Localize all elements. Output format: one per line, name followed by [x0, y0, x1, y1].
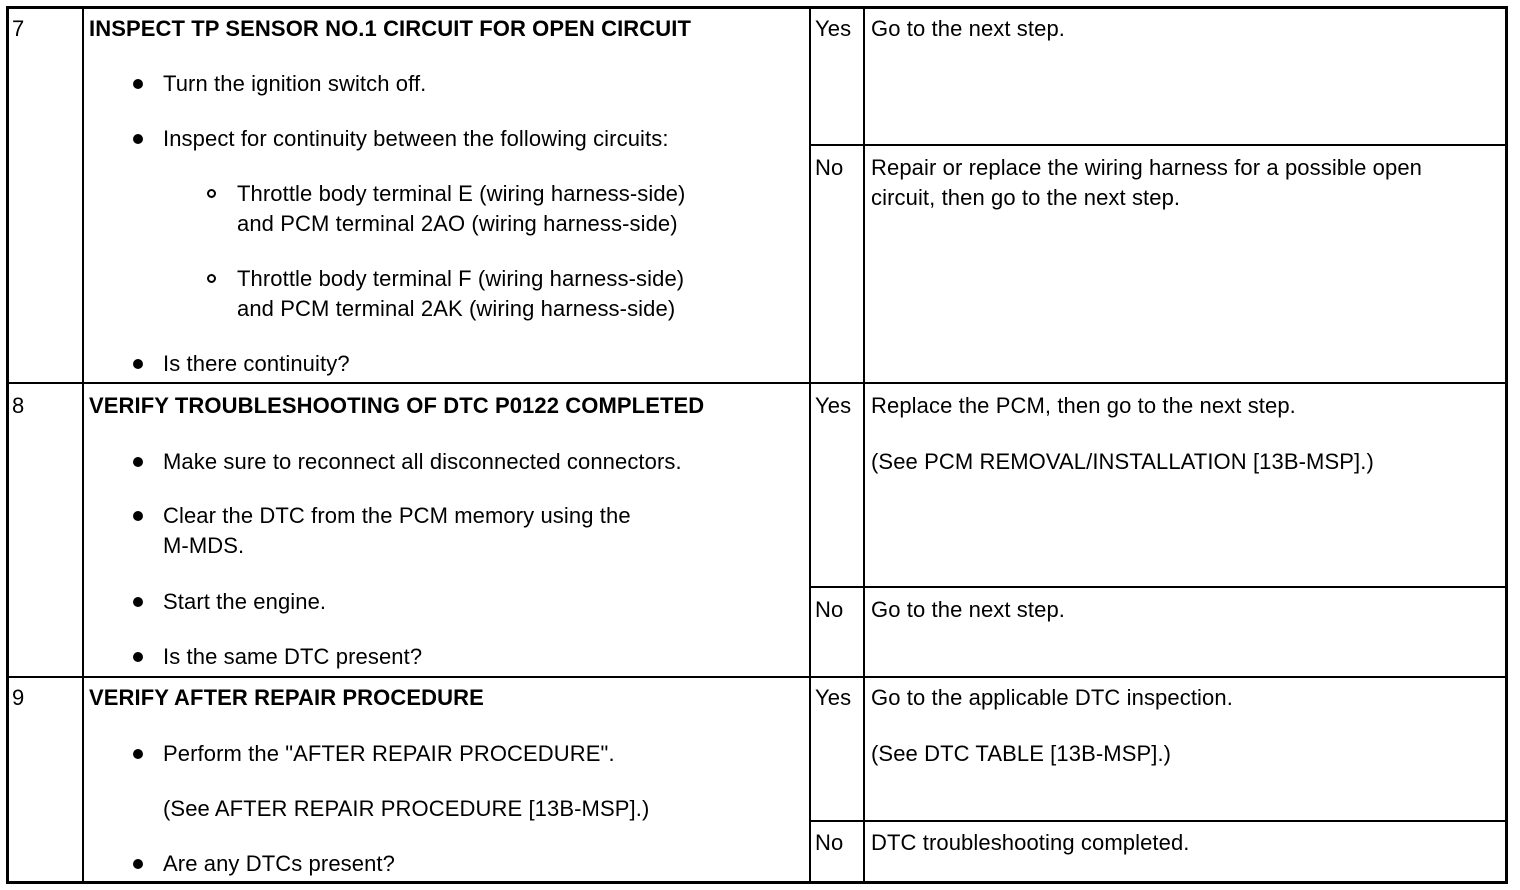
- bullet-icon: [133, 749, 143, 759]
- step-bullet-cont: M-MDS.: [163, 533, 245, 558]
- step-question: Are any DTCs present?: [163, 851, 395, 876]
- bullet-icon: [133, 859, 143, 869]
- step-heading: INSPECT TP SENSOR NO.1 CIRCUIT FOR OPEN CIRCUIT: [89, 16, 692, 41]
- step-subbullet-cont: and PCM terminal 2AO (wiring harness-side): [237, 211, 678, 236]
- step-heading: VERIFY TROUBLESHOOTING OF DTC P0122 COMPLETED: [89, 393, 705, 418]
- sub-bullet-icon: [207, 274, 216, 283]
- subrow-divider-9: [809, 820, 1506, 822]
- no-result: Repair or replace the wiring harness for a possible open: [871, 155, 1423, 180]
- no-label: No: [815, 830, 844, 855]
- step-number: 7: [12, 16, 25, 41]
- bullet-icon: [133, 457, 143, 467]
- step-subbullet-cont: and PCM terminal 2AK (wiring harness-side): [237, 296, 676, 321]
- step-number: 8: [12, 393, 25, 418]
- subrow-divider-7: [809, 144, 1506, 146]
- yes-reference: (See DTC TABLE [13B-MSP].): [871, 741, 1172, 766]
- yes-result: Replace the PCM, then go to the next step.: [871, 393, 1296, 418]
- yes-label: Yes: [815, 16, 852, 41]
- col-divider-step: [82, 8, 84, 882]
- step-question: Is the same DTC present?: [163, 644, 423, 669]
- step-bullet: Inspect for continuity between the following circuits:: [163, 126, 669, 151]
- step-bullet: Turn the ignition switch off.: [163, 71, 427, 96]
- yes-result: Go to the applicable DTC inspection.: [871, 685, 1233, 710]
- step-heading: VERIFY AFTER REPAIR PROCEDURE: [89, 685, 484, 710]
- step-number: 9: [12, 685, 25, 710]
- bullet-icon: [133, 597, 143, 607]
- yes-result: Go to the next step.: [871, 16, 1066, 41]
- row-divider-7-8: [8, 382, 1506, 384]
- bullet-icon: [133, 134, 143, 144]
- step-question: Is there continuity?: [163, 351, 350, 376]
- col-divider-action: [809, 8, 811, 882]
- bullet-icon: [133, 359, 143, 369]
- sub-bullet-icon: [207, 189, 216, 198]
- no-label: No: [815, 597, 844, 622]
- no-result-cont: circuit, then go to the next step.: [871, 185, 1181, 210]
- step-bullet: Start the engine.: [163, 589, 327, 614]
- bullet-icon: [133, 652, 143, 662]
- step-subbullet: Throttle body terminal F (wiring harness-side): [237, 266, 685, 291]
- bullet-icon: [133, 79, 143, 89]
- no-result: DTC troubleshooting completed.: [871, 830, 1190, 855]
- yes-reference: (See PCM REMOVAL/INSTALLATION [13B-MSP].): [871, 449, 1374, 474]
- yes-label: Yes: [815, 393, 852, 418]
- bullet-icon: [133, 511, 143, 521]
- yes-label: Yes: [815, 685, 852, 710]
- col-divider-result: [863, 8, 865, 882]
- step-subbullet: Throttle body terminal E (wiring harness-side): [237, 181, 686, 206]
- step-bullet: Make sure to reconnect all disconnected connectors.: [163, 449, 682, 474]
- no-result: Go to the next step.: [871, 597, 1066, 622]
- step-bullet: Clear the DTC from the PCM memory using the: [163, 503, 631, 528]
- subrow-divider-8: [809, 586, 1506, 588]
- no-label: No: [815, 155, 844, 180]
- row-divider-8-9: [8, 676, 1506, 678]
- step-bullet: Perform the "AFTER REPAIR PROCEDURE".: [163, 741, 615, 766]
- step-bullet-note: (See AFTER REPAIR PROCEDURE [13B-MSP].): [163, 796, 650, 821]
